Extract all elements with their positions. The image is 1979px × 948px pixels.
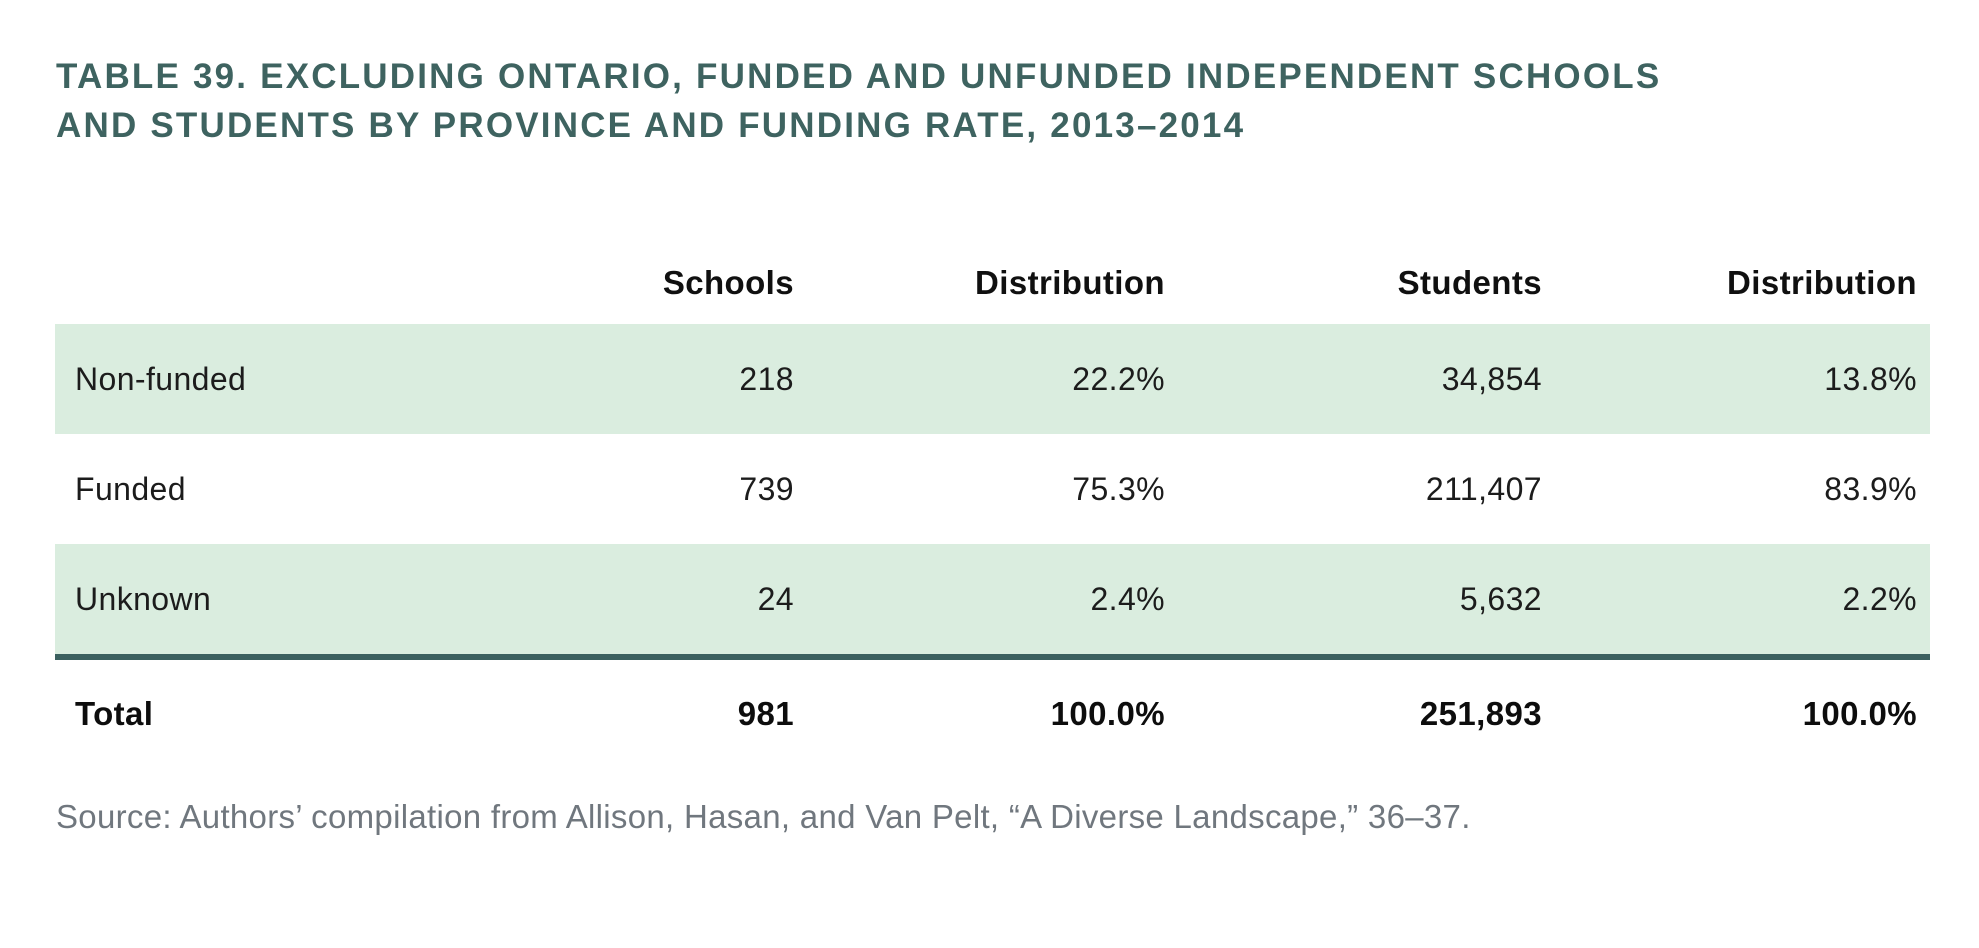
data-table	[55, 238, 1930, 768]
cell-schools-distribution: 22.2%	[1072, 360, 1165, 397]
table-row-funded	[55, 434, 1930, 544]
header-cell-empty	[55, 302, 430, 324]
cell-schools: 218	[739, 360, 794, 397]
cell-students-distribution: 13.8%	[1824, 360, 1917, 397]
table-header-row	[55, 238, 1930, 324]
table-title	[56, 52, 1979, 150]
row-label: Non-funded	[75, 360, 247, 397]
table-title-line-2: AND STUDENTS BY PROVINCE AND FUNDING RATE, 2013–2014	[56, 106, 1246, 145]
table-row-total	[55, 660, 1930, 768]
header-cell-distribution-schools: Distribution	[975, 264, 1165, 301]
total-students: 251,893	[1419, 695, 1542, 732]
total-students-distribution: 100.0%	[1802, 695, 1917, 732]
cell-students-distribution: 2.2%	[1842, 580, 1917, 617]
cell-schools: 739	[739, 470, 794, 507]
table-row-unknown	[55, 544, 1930, 660]
table-title-line-1: TABLE 39. EXCLUDING ONTARIO, FUNDED AND UNFUNDED INDEPENDENT SCHOOLS	[56, 57, 1662, 96]
cell-schools: 24	[757, 580, 794, 617]
total-schools: 981	[737, 695, 794, 732]
header-cell-distribution-students: Distribution	[1727, 264, 1917, 301]
cell-students: 211,407	[1425, 470, 1542, 507]
total-label: Total	[75, 695, 154, 732]
source-note: Source: Authors’ compilation from Allison, Hasan, and Van Pelt, “A Diverse Landscape,” 36–37.	[56, 798, 1471, 835]
table-row-non-funded	[55, 324, 1930, 434]
cell-schools-distribution: 2.4%	[1090, 580, 1165, 617]
cell-students: 5,632	[1459, 580, 1542, 617]
report-page	[0, 52, 1979, 948]
row-label: Funded	[75, 470, 186, 507]
cell-students: 34,854	[1441, 360, 1542, 397]
row-label: Unknown	[75, 580, 212, 617]
header-cell-schools: Schools	[662, 264, 794, 301]
header-cell-students: Students	[1397, 264, 1542, 301]
cell-students-distribution: 83.9%	[1824, 470, 1917, 507]
total-schools-distribution: 100.0%	[1050, 695, 1165, 732]
cell-schools-distribution: 75.3%	[1072, 470, 1165, 507]
